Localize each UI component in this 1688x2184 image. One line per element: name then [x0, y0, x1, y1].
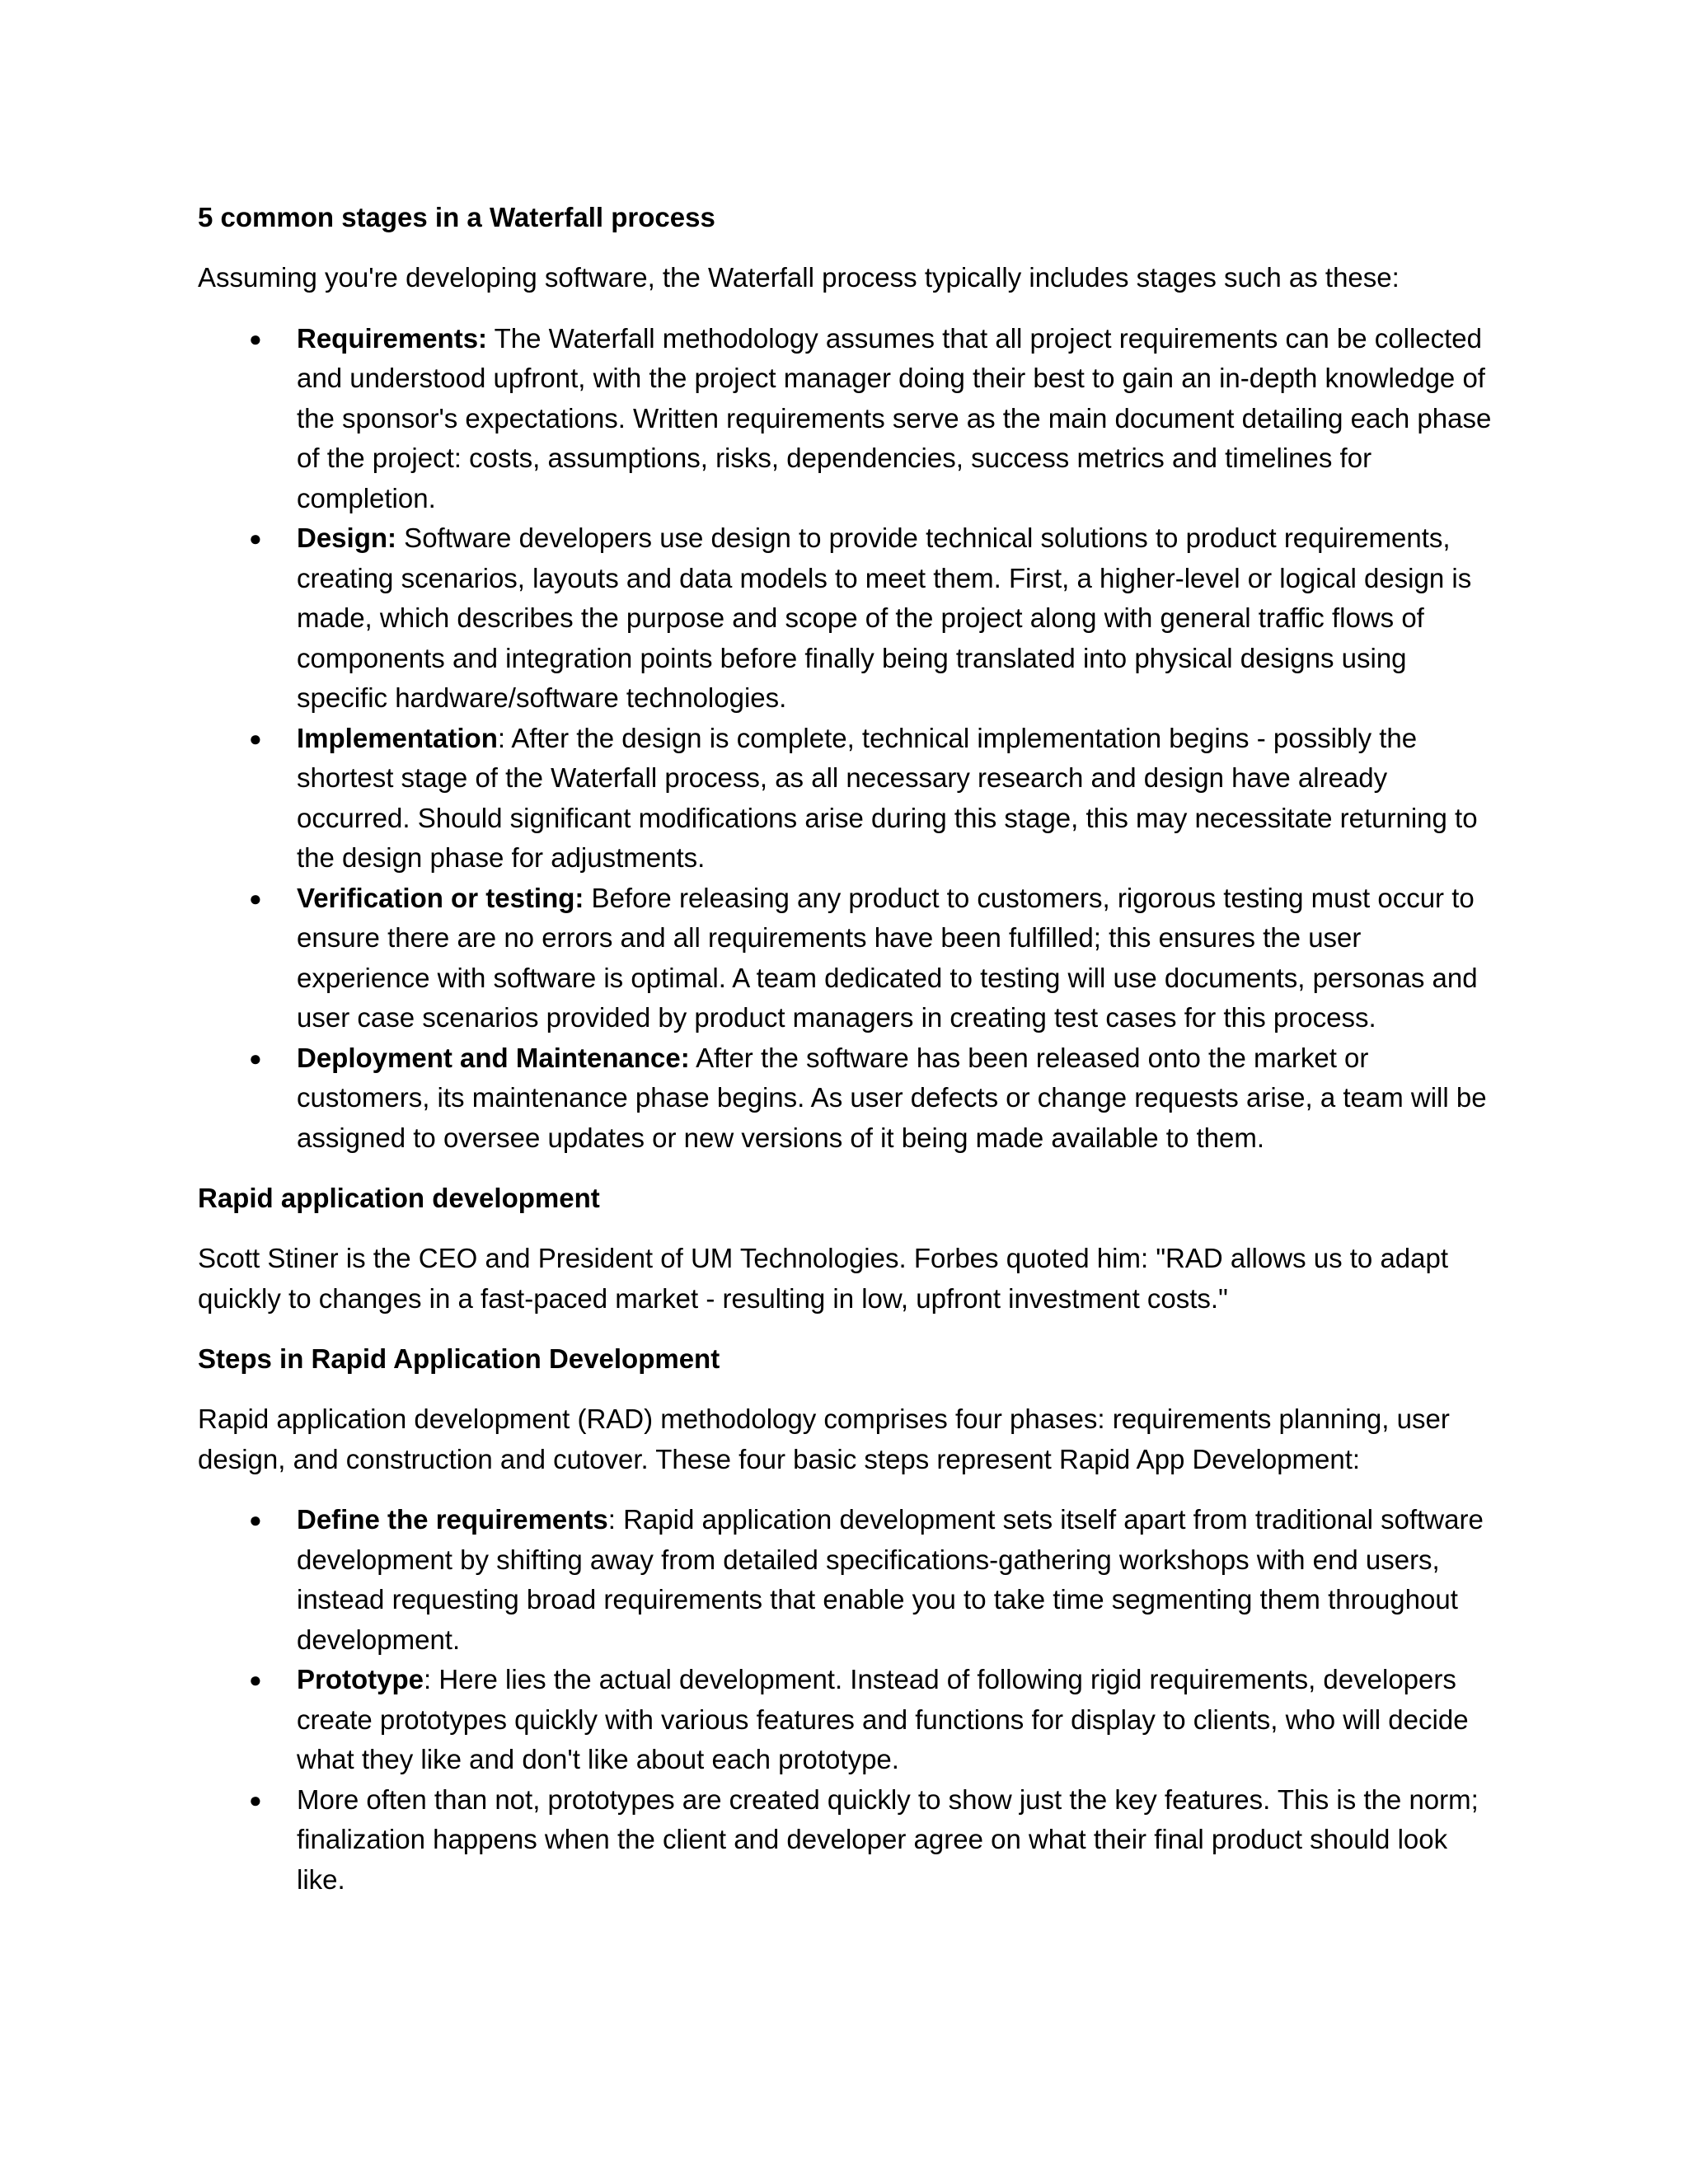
- rad-heading: Rapid application development: [198, 1183, 600, 1213]
- list-item: [198, 1038, 1500, 1159]
- step-term: Prototype: [297, 1664, 424, 1694]
- stage-term: Implementation: [297, 722, 498, 753]
- bullet-icon: ●: [249, 1507, 262, 1532]
- waterfall-stages-list: [198, 319, 1500, 1159]
- list-item: [198, 319, 1500, 519]
- list-item: [198, 518, 1500, 719]
- bullet-icon: ●: [249, 526, 262, 551]
- step-term: Define the requirements: [297, 1504, 608, 1535]
- rad-steps-heading: Steps in Rapid Application Development: [198, 1343, 720, 1374]
- list-item: [198, 1660, 1500, 1780]
- document-page: [198, 198, 1500, 1920]
- bullet-icon: ●: [249, 1045, 262, 1071]
- bullet-icon: ●: [249, 1787, 262, 1812]
- stage-text: Software developers use design to provide technical solutions to product requirements, creating scenarios, layouts and data models to meet them. First, a higher-level or logical design is made, which describes the purpose and scope of the project along with general traffic flows of components and integration points before finally being translated into physical designs using specific hardware/software technologies.: [297, 523, 1472, 713]
- bullet-icon: ●: [249, 326, 262, 351]
- stage-term: Verification or testing:: [297, 882, 584, 913]
- bullet-icon: ●: [249, 885, 262, 911]
- rad-steps-list: [198, 1500, 1500, 1900]
- bullet-icon: ●: [249, 1667, 262, 1692]
- rad-steps-intro: Rapid application development (RAD) methodology comprises four phases: requirements planning, user design, and construction and cutover. These four basic steps represent Rapid App Development:: [198, 1404, 1450, 1474]
- waterfall-intro: Assuming you're developing software, the Waterfall process typically includes stages such as these:: [198, 262, 1400, 293]
- stage-term: Design:: [297, 523, 397, 553]
- stage-text: The Waterfall methodology assumes that all project requirements can be collected and understood upfront, with the project manager doing their best to gain an in-depth knowledge of the sponsor's expectations. Written requirements serve as the main document detailing each phase of the project: costs, assumptions, risks, dependencies, success metrics and timelines for completion.: [297, 322, 1492, 513]
- stage-text: After the software has been released onto the market or customers, its maintenance phase begins. As user defects or change requests arise, a team will be assigned to oversee updates or new versions of it being made available to them.: [297, 1042, 1487, 1153]
- rad-quote-paragraph: Scott Stiner is the CEO and President of UM Technologies. Forbes quoted him: "RAD allows us to adapt quickly to changes in a fast-paced market - resulting in low, upfront investment costs.": [198, 1243, 1449, 1314]
- step-text: : Here lies the actual development. Instead of following rigid requirements, developers create prototypes quickly with various features and functions for display to clients, who will decide what they like and don't like about each prototype.: [297, 1664, 1469, 1774]
- bullet-icon: ●: [249, 725, 262, 751]
- list-item: [198, 879, 1500, 1038]
- step-text: More often than not, prototypes are created quickly to show just the key features. This is the norm; finalization happens when the client and developer agree on what their final product should look like.: [297, 1783, 1479, 1895]
- stage-term: Deployment and Maintenance:: [297, 1042, 690, 1073]
- stage-text: Before releasing any product to customers, rigorous testing must occur to ensure there are no errors and all requirements have been fulfilled; this ensures the user experience with software is optimal. A team dedicated to testing will use documents, personas and user case scenarios provided by product managers in creating test cases for this process.: [297, 882, 1478, 1033]
- list-item: [198, 719, 1500, 879]
- stage-text: : After the design is complete, technical implementation begins - possibly the shortest stage of the Waterfall process, as all necessary research and design have already occurred. Should significant modifications arise during this stage, this may necessitate returning to the design phase for adjustments.: [297, 722, 1478, 873]
- waterfall-heading: 5 common stages in a Waterfall process: [198, 202, 715, 232]
- step-text: : Rapid application development sets itself apart from traditional software development by shifting away from detailed specifications-gathering workshops with end users, instead requesting broad requirements that enable you to take time segmenting them throughout development.: [297, 1504, 1484, 1655]
- list-item: [198, 1780, 1500, 1900]
- list-item: [198, 1500, 1500, 1660]
- stage-term: Requirements:: [297, 322, 488, 354]
